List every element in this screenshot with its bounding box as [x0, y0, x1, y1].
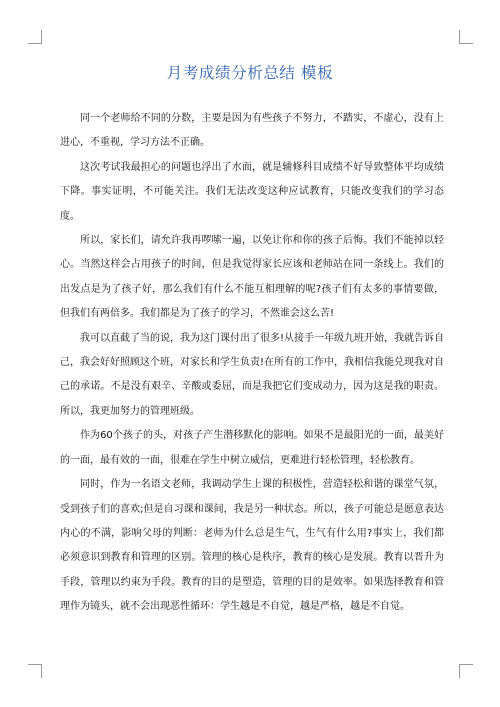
paragraph-1: 同一个老师给不同的分数，主要是因为有些孩子不努力，不踏实，不虚心，没有上进心，不重视，学习方法不正确。 — [60, 113, 444, 149]
paragraph-5: 作为60个孩子的头，对孩子产生潜移默化的影响。如果不是最阳光的一面，最美好的一面，最有效的一面，很难在学生中树立威信，更难进行轻松管理，轻松教育。 — [60, 430, 444, 466]
document-title: 月考成绩分析总结 模板 — [166, 64, 334, 82]
crop-mark-bottom-right — [459, 664, 473, 678]
crop-mark-top-right — [459, 30, 473, 44]
paragraph-6: 同时，作为一名语文老师，我调动学生上课的积极性，营造轻松和谐的课堂气氛，受到孩子们的喜欢;但是自习课和课间，我是另一种状态。所以，孩子可能总是愿意表达内心的不满，影响父母的判断：老师为什么总是生气，生气有什么用?事实上，我们都必须意识到教育和管理的区别。管理的核心是秩序，教育的核心是发展。教育以晋升为手段，管理以约束为手段。教育的目的是塑造，管理的目的是效率。如果选择教育和管理作为镜头，就不会出现恶性循环：学生越是不自觉，越是严格，越是不自觉。 — [60, 479, 444, 613]
crop-mark-top-left — [28, 30, 42, 44]
paragraph-4: 我可以直截了当的说，我为这门课付出了很多!从接手一年级九班开始，我就告诉自己，我会好好照顾这个班，对家长和学生负责!在所有的工作中，我相信我能兑现我对自己的承诺。不是没有艰辛、辛酸或委屈，而是我把它们变成动力，因为这是我的职责。所以，我更加努力的管理班级。 — [60, 332, 445, 417]
paragraph-2: 这次考试我最担心的问题也浮出了水面，就是辅修科目成绩不好导致整体平均成绩下降。事实证明，不可能关注。我们无法改变这种应试教育，只能改变我们的学习态度。 — [60, 161, 444, 222]
document-body — [60, 107, 444, 620]
crop-mark-bottom-left — [28, 664, 42, 678]
paragraph-3: 所以，家长们，请允许我再啰嗦一遍，以免让你和你的孩子后悔。我们不能掉以轻心。当然这样会占用孩子的时间，但是我觉得家长应该和老师站在同一条线上。我们的出发点是为了孩子好，那么我们有什么不能互相理解的呢?孩子们有太多的事情要做，但我们有两倍多。我们都是为了孩子的学习，不然谁会这么苦! — [60, 235, 444, 320]
